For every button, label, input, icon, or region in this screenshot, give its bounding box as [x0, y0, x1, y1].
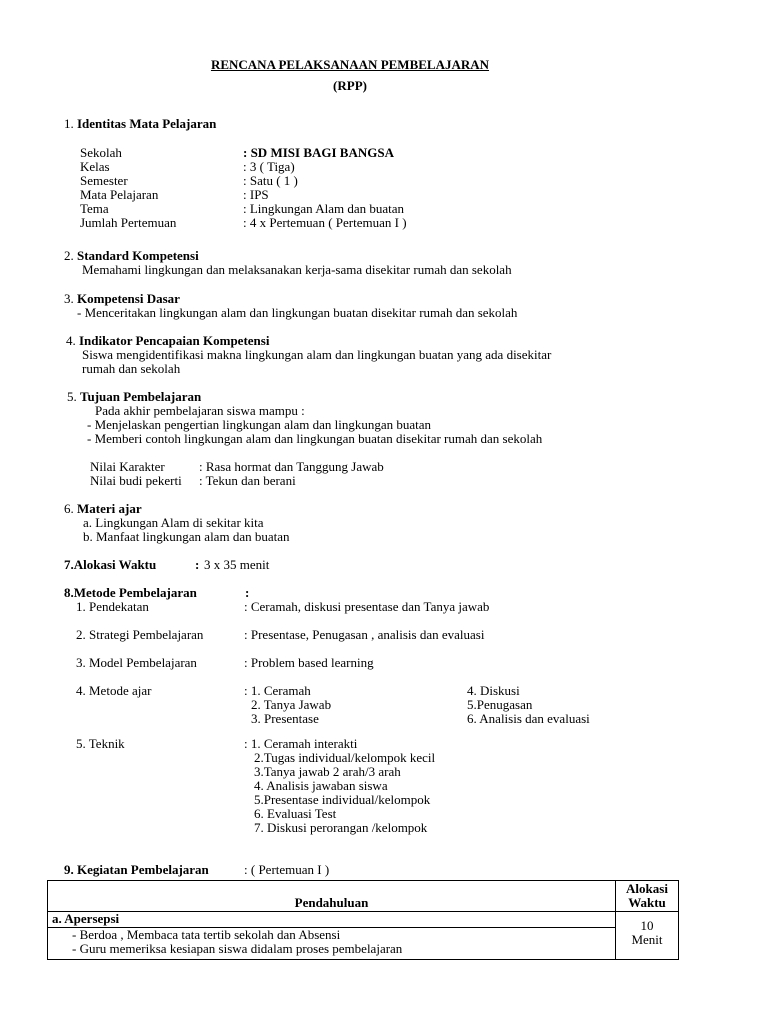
section-number: 3. — [64, 291, 74, 306]
pendekatan-label: 1. Pendekatan — [76, 599, 149, 614]
alokasi-waktu-value: 3 x 35 menit — [204, 557, 270, 572]
teknik-item: 7. Diskusi perorangan /kelompok — [254, 820, 428, 835]
teknik-item: 6. Evaluasi Test — [254, 806, 337, 821]
identity-value-sekolah: : SD MISI BAGI BANGSA — [243, 145, 394, 160]
time-line: 10 — [640, 918, 654, 933]
section-title: Kompetensi Dasar — [77, 291, 180, 306]
table-row — [48, 912, 679, 928]
teknik-item: : 1. Ceramah interakti — [244, 736, 358, 751]
table-header-alokasi — [616, 881, 679, 912]
teknik-label: 5. Teknik — [76, 736, 125, 751]
kegiatan-pembelajaran-label: 9. Kegiatan Pembelajaran — [64, 862, 209, 877]
table-cell-waktu — [616, 912, 679, 960]
document-title: RENCANA PELAKSANAAN PEMBELAJARAN — [210, 57, 490, 72]
section-2-heading — [64, 249, 199, 263]
section-number: 4. — [66, 333, 76, 348]
strategi-value: : Presentase, Penugasan , analisis dan evaluasi — [244, 627, 485, 642]
identity-value-semester: : Satu ( 1 ) — [243, 173, 298, 188]
section-number: 6. — [64, 501, 74, 516]
materi-item: a. Lingkungan Alam di sekitar kita — [83, 515, 264, 530]
section-title: Materi ajar — [77, 501, 142, 516]
tujuan-item: - Memberi contoh lingkungan alam dan lingkungan buatan disekitar rumah dan sekolah — [87, 431, 543, 446]
identity-value-mapel: : IPS — [243, 187, 269, 202]
teknik-item: 2.Tugas individual/kelompok kecil — [254, 750, 436, 765]
alokasi-waktu-label: 7.Alokasi Waktu — [64, 557, 157, 572]
identity-label-sekolah: Sekolah — [80, 145, 122, 160]
section-title: Tujuan Pembelajaran — [80, 389, 202, 404]
metode-ajar-item: 5.Penugasan — [467, 697, 533, 712]
metode-ajar-item: 2. Tanya Jawab — [251, 697, 332, 712]
teknik-item: 5.Presentase individual/kelompok — [254, 792, 431, 807]
section-2-text: Memahami lingkungan dan melaksanakan kerja-sama disekitar rumah dan sekolah — [82, 262, 512, 277]
table-cell-kegiatan — [48, 928, 616, 960]
model-label: 3. Model Pembelajaran — [76, 655, 197, 670]
identity-label-kelas: Kelas — [80, 159, 110, 174]
kegiatan-table — [47, 880, 679, 960]
teknik-item: 3.Tanya jawab 2 arah/3 arah — [254, 764, 401, 779]
section-4-text-line1: Siswa mengidentifikasi makna lingkungan alam dan lingkungan buatan yang ada disekitar — [82, 347, 552, 362]
strategi-label: 2. Strategi Pembelajaran — [76, 627, 204, 642]
header-line: Alokasi — [626, 881, 668, 896]
teknik-item: 4. Analisis jawaban siswa — [254, 778, 388, 793]
metode-ajar-label: 4. Metode ajar — [76, 683, 152, 698]
metode-ajar-item: 3. Presentase — [251, 711, 319, 726]
nilai-karakter-label: Nilai Karakter — [90, 459, 165, 474]
metode-pembelajaran-label: 8.Metode Pembelajaran — [64, 585, 197, 600]
section-number: 5. — [67, 389, 77, 404]
section-3-heading — [64, 292, 180, 306]
identity-label-semester: Semester — [80, 173, 128, 188]
identity-label-pertemuan: Jumlah Pertemuan — [80, 215, 177, 230]
alokasi-waktu-colon: : — [195, 557, 200, 572]
section-5-intro: Pada akhir pembelajaran siswa mampu : — [95, 403, 305, 418]
section-number: 2. — [64, 248, 74, 263]
kegiatan-item: - Guru memeriksa kesiapan siswa didalam proses pembelajaran — [72, 941, 403, 956]
table-row — [48, 928, 679, 960]
table-header-pendahuluan: Pendahuluan — [48, 881, 616, 912]
tujuan-item: - Menjelaskan pengertian lingkungan alam dan lingkungan buatan — [87, 417, 432, 432]
section-5-heading — [67, 390, 201, 404]
metode-pembelajaran-colon: : — [245, 585, 250, 600]
model-value: : Problem based learning — [244, 655, 374, 670]
pendekatan-value: : Ceramah, diskusi presentase dan Tanya jawab — [244, 599, 490, 614]
nilai-karakter-value: : Rasa hormat dan Tanggung Jawab — [199, 459, 384, 474]
table-cell-apersepsi: a. Apersepsi — [48, 912, 616, 928]
identity-value-kelas: : 3 ( Tiga) — [243, 159, 295, 174]
metode-ajar-item: 4. Diskusi — [467, 683, 520, 698]
time-line: Menit — [631, 932, 663, 947]
nilai-budi-value: : Tekun dan berani — [199, 473, 296, 488]
table-header-row — [48, 881, 679, 912]
section-4-heading — [66, 334, 269, 348]
section-6-heading — [64, 502, 142, 516]
identity-value-tema: : Lingkungan Alam dan buatan — [243, 201, 405, 216]
section-4-text-line2: rumah dan sekolah — [82, 361, 181, 376]
section-title: Standard Kompetensi — [77, 248, 199, 263]
section-1-heading — [64, 117, 216, 131]
metode-ajar-item: 6. Analisis dan evaluasi — [467, 711, 590, 726]
kegiatan-pembelajaran-value: : ( Pertemuan I ) — [244, 862, 330, 877]
section-title: Indikator Pencapaian Kompetensi — [79, 333, 270, 348]
header-line: Waktu — [628, 895, 666, 910]
section-number: 1. — [64, 116, 74, 131]
nilai-budi-label: Nilai budi pekerti — [90, 473, 182, 488]
document-subtitle: (RPP) — [333, 78, 367, 93]
identity-value-pertemuan: : 4 x Pertemuan ( Pertemuan I ) — [243, 215, 407, 230]
section-3-text: - Menceritakan lingkungan alam dan lingkungan buatan disekitar rumah dan sekolah — [77, 305, 518, 320]
materi-item: b. Manfaat lingkungan alam dan buatan — [83, 529, 290, 544]
section-title: Identitas Mata Pelajaran — [77, 116, 217, 131]
identity-label-mapel: Mata Pelajaran — [80, 187, 159, 202]
identity-label-tema: Tema — [80, 201, 109, 216]
metode-ajar-item: : 1. Ceramah — [244, 683, 311, 698]
kegiatan-item: - Berdoa , Membaca tata tertib sekolah dan Absensi — [72, 927, 341, 942]
